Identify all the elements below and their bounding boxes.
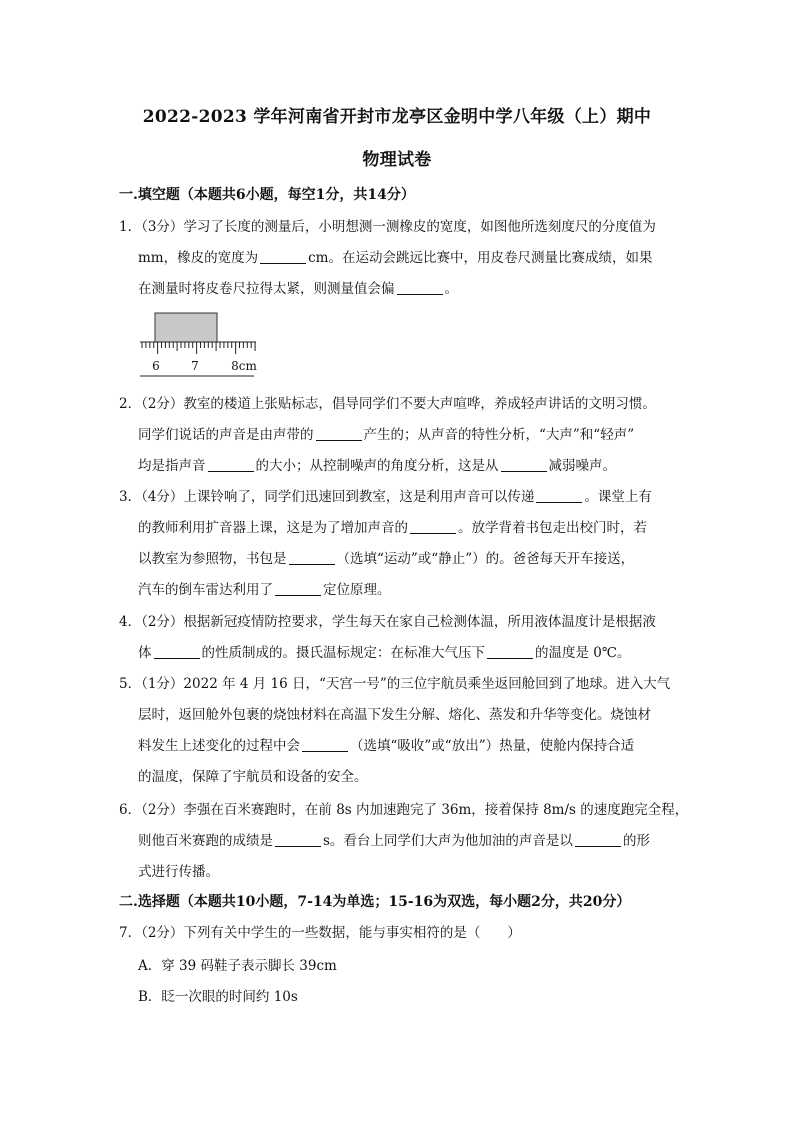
question-7 (119, 918, 689, 949)
q3-blank-2 (410, 519, 456, 534)
q1-text: 在测量时将皮卷尺拉得太紧，则测量值会偏 (138, 281, 395, 297)
q4-blank-2 (487, 644, 533, 659)
q1-line-3 (119, 274, 689, 305)
question-2 (119, 389, 689, 482)
q3-text: 。课堂上有 (584, 489, 652, 505)
q2-line-2 (119, 420, 689, 451)
ruler-label-8cm: 8cm (231, 359, 257, 373)
q3-line-2 (119, 513, 689, 544)
q5-line-4: 的温度，保障了宇航员和设备的安全。 (138, 769, 368, 785)
q5-line-2: 层时，返回舱外包裹的烧蚀材料在高温下发生分解、熔化、蒸发和升华等变化。烧蚀材 (138, 707, 651, 723)
q3-text: 的教师利用扩音器上课，这是为了增加声音的 (138, 520, 408, 536)
q4-line-2 (119, 638, 689, 669)
q5-line-1: 5．（1分）2022 年 4 月 16 日，“天宫一号”的三位宇航员乘坐返回舱回到了地球。进入大气 (119, 676, 671, 692)
q1-text: 。 (444, 281, 458, 297)
q1-line-2 (119, 243, 689, 274)
q6-line-2 (119, 826, 689, 857)
q6-blank-1 (275, 832, 321, 847)
q2-text: 的大小；从控制噪声的角度分析，这是从 (255, 458, 499, 474)
q2-blank-1 (316, 426, 362, 441)
q4-text: 体 (138, 645, 152, 661)
exam-title-line-2: 物理试卷 (362, 150, 432, 170)
question-3 (119, 482, 689, 606)
q3-line-3 (119, 544, 689, 575)
eraser-rect (155, 313, 217, 342)
question-5 (119, 669, 689, 793)
exam-title-line-1: 2022-2023 学年河南省开封市龙亭区金明中学八年级（上）期中 (142, 107, 652, 127)
q2-line-1: 2．（2分）教室的楼道上张贴标志，倡导同学们不要大声喧哗，养成轻声讲话的文明习惯。 (119, 396, 656, 412)
ruler-label-6: 6 (152, 359, 160, 373)
section-choice-heading: 二.选择题（本题共10小题，7-14为单选；15-16为双选，每小题2分，共20分） (119, 894, 631, 910)
q2-line-3 (119, 451, 689, 482)
q3-line-4 (119, 575, 689, 606)
q1-text: mm，橡皮的宽度为 (138, 250, 259, 266)
q3-text: 汽车的倒车雷达利用了 (138, 582, 273, 598)
q3-line-1 (119, 482, 689, 513)
q6-text: 则他百米赛跑的成绩是 (138, 833, 273, 849)
q6-text: 的形 (622, 833, 650, 849)
q4-text: 的温度是 0℃。 (535, 645, 631, 661)
section-fill-in-heading: 一.填空题（本题共6小题，每空1分，共14分） (119, 187, 415, 203)
q6-line-3: 式进行传播。 (138, 864, 219, 880)
q3-text: （选填“运动”或“静止”）的。爸爸每天开车接送， (336, 551, 635, 567)
q1-text: cm。在运动会跳远比赛中，用皮卷尺测量比赛成绩，如果 (308, 250, 653, 266)
q5-text: （选填“吸收”或“放出”）热量，使舱内保持合适 (350, 738, 635, 754)
q6-text: s。看台上同学们大声为他加油的声音是以 (323, 833, 573, 849)
question-6 (119, 795, 689, 888)
q1-line-1: 1．（3分）学习了长度的测量后，小明想测一测橡皮的宽度，如图他所选刻度尺的分度值为 (119, 219, 656, 235)
q7-option-a: A．穿 39 码鞋子表示脚长 39cm (138, 958, 337, 974)
question-1 (119, 212, 689, 305)
q5-text: 料发生上述变化的过程中会 (138, 738, 300, 754)
q7-stem: 7．（2分）下列有关中学生的一些数据，能与事实相符的是（ ） (119, 925, 521, 941)
q2-text: 减弱噪声。 (548, 458, 616, 474)
q2-blank-3 (501, 457, 547, 472)
q3-text: 3．（4分）上课铃响了，同学们迅速回到教室，这是利用声音可以传递 (119, 489, 535, 505)
q5-blank-1 (302, 737, 348, 752)
q4-text: 的性质制成的。摄氏温标规定：在标准大气压下 (201, 645, 485, 661)
q5-line-3 (119, 731, 689, 762)
ruler-label-7: 7 (191, 359, 199, 373)
q3-blank-1 (536, 488, 582, 503)
q3-text: 。放学背着书包走出校门时，若 (458, 520, 647, 536)
q3-blank-3 (289, 550, 335, 565)
ruler-eraser-figure (136, 306, 266, 380)
q1-blank-width (260, 249, 306, 264)
question-4 (119, 607, 689, 669)
q6-line-1: 6．（2分）李强在百米赛跑时，在前 8s 内加速跑完了 36m，接着保持 8m/s 的速度跑完全程， (119, 802, 689, 818)
q3-blank-4 (275, 581, 321, 596)
q7-option-b: B．眨一次眼的时间约 10s (138, 989, 298, 1005)
q3-text: 以教室为参照物，书包是 (138, 551, 287, 567)
q2-blank-2 (208, 457, 254, 472)
q4-blank-1 (154, 644, 200, 659)
q1-blank-bias (397, 280, 443, 295)
ruler-ticks (142, 342, 255, 354)
q2-text: 同学们说话的声音是由声带的 (138, 427, 314, 443)
q2-text: 产生的；从声音的特性分析，“大声”和“轻声” (363, 427, 635, 443)
q4-line-1: 4．（2分）根据新冠疫情防控要求，学生每天在家自己检测体温，所用液体温度计是根据液 (119, 614, 656, 630)
q2-text: 均是指声音 (138, 458, 206, 474)
q3-text: 定位原理。 (323, 582, 391, 598)
q6-blank-2 (575, 832, 621, 847)
